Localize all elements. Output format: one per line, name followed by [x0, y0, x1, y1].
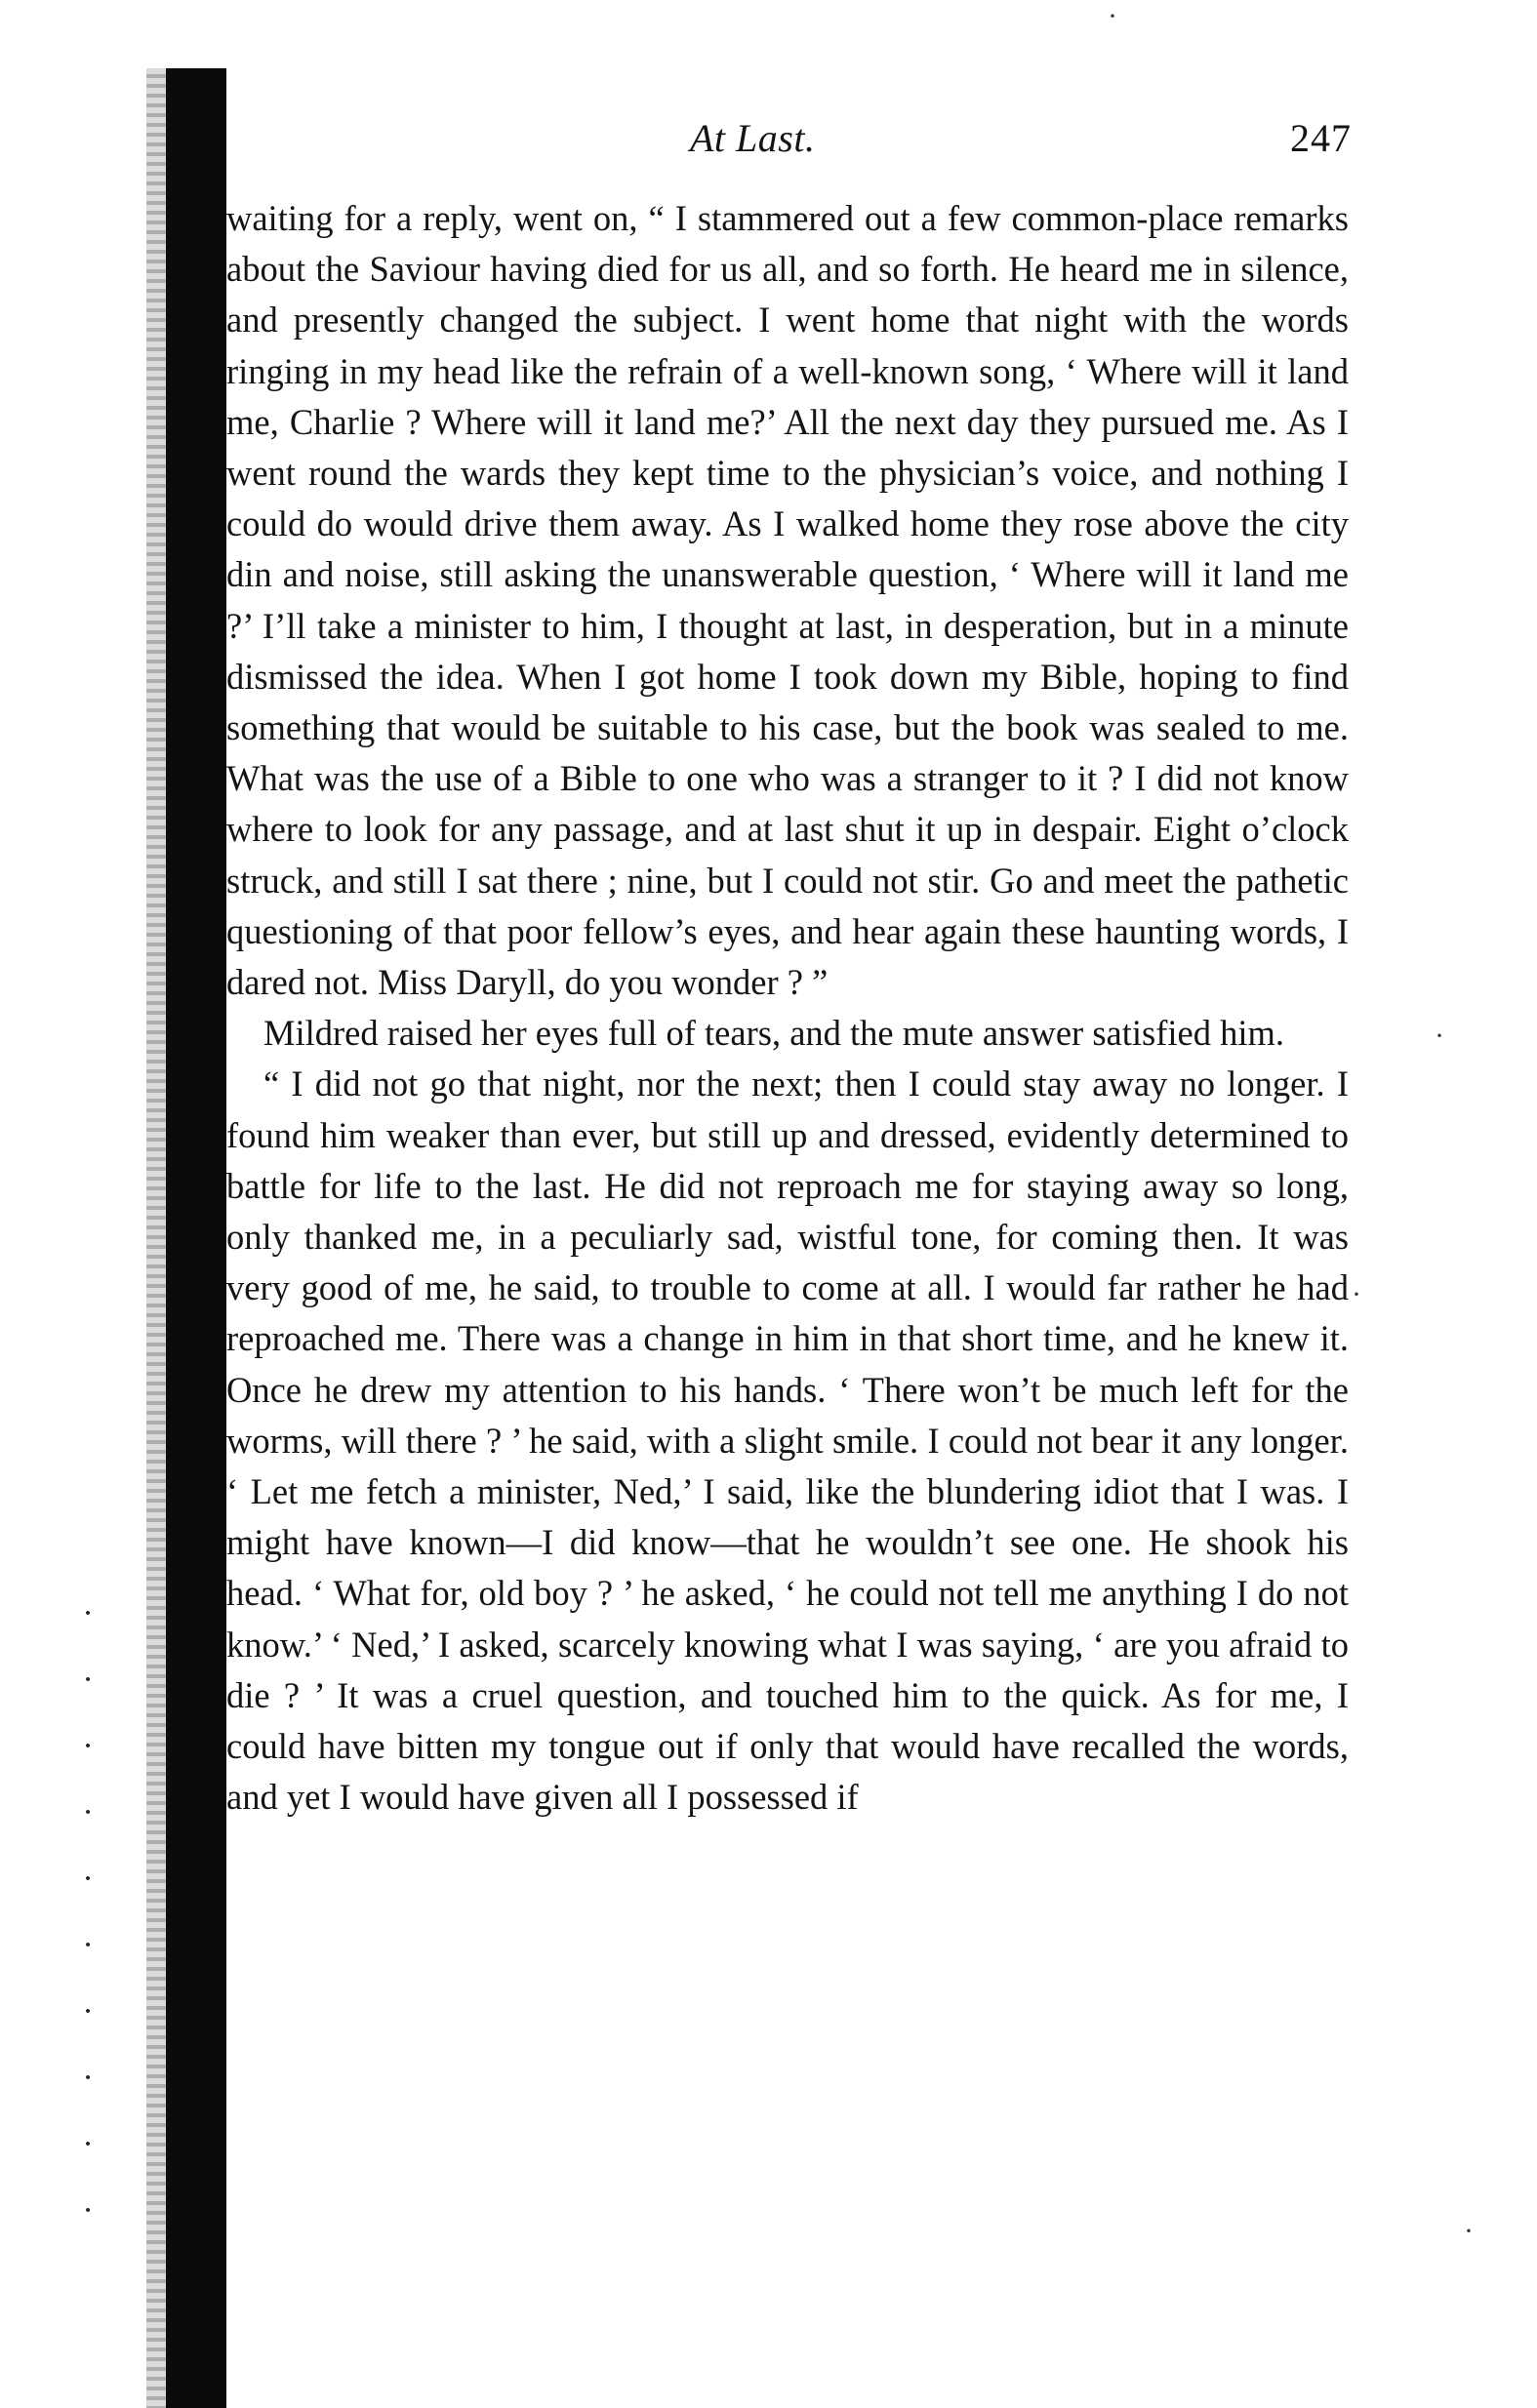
stray-dot-mark: · — [1464, 2215, 1474, 2247]
page-number: 247 — [1290, 116, 1352, 160]
paragraph: Mildred raised her eyes full of tears, and the mute answer satisfied him. — [263, 1013, 1285, 1054]
stray-dot-mark: · — [1435, 1020, 1444, 1052]
left-edge-scan-marks: · · · · · · · · · · — [82, 1595, 94, 2228]
page-body-text — [226, 193, 1349, 1824]
running-title: At Last. — [690, 116, 816, 160]
paragraph: waiting for a reply, went on, “ I stammered out a few common-place remarks about the Saviour having died for us all, and so forth. He heard me in silence, and presently changed the subject. I went home that night with the words ringing in my head like the refrain of a well-known song, ‘ Where will it land me, Charlie ? Where will it land me?’ All the next day they pursued me. As I went round the wards they kept time to the physician’s voice, and nothing I could do would drive them away. As I walked home they rose above the city din and noise, still asking the unanswerable question, ‘ Where will it land me ?’ I’ll take a minister to him, I thought at last, in desperation, but in a minute dismissed the idea. When I got home I took down my Bible, hoping to find something that would be suitable to his case, but the book was sealed to me. What was the use of a Bible to one who was a stranger to it ? I did not know where to look for any passage, and at last shut it up in despair. Eight o’clock struck, and still I sat there ; nine, but I could not stir. Go and meet the pathetic questioning of that poor fellow’s eyes, and hear again these haunting words, I dared not. Miss Daryll, do you wonder ? ” — [226, 198, 1349, 1003]
stray-dot-mark: · — [1108, 0, 1117, 32]
paragraph: “ I did not go that night, nor the next; then I could stay away no longer. I found him weaker than ever, but still up and dressed, evidently determined to battle for life to the last. He did not reproach me for staying away so long, only thanked me, in a peculiarly sad, wistful tone, for coming then. It was very good of me, he said, to trouble to come at all. I would far rather he had reproached me. There was a change in him in that short time, and he knew it. Once he drew my attention to his hands. ‘ There won’t be much left for the worms, will there ? ’ he said, with a slight smile. I could not bear it any longer. ‘ Let me fetch a minister, Ned,’ I said, like the blundering idiot that I was. I might have known—I did know—that he wouldn’t see one. He shook his head. ‘ What for, old boy ? ’ he asked, ‘ he could not tell me anything I do not know.’ ‘ Ned,’ I asked, scarcely knowing what I was saying, ‘ are you afraid to die ? ’ It was a cruel question, and touched him to the quick. As for me, I could have bitten my tongue out if only that would have recalled the words, and yet I would have given all I possessed if — [226, 1064, 1349, 1818]
binding-gutter-shadow — [166, 68, 226, 2408]
stray-dot-mark: · — [1352, 1278, 1361, 1310]
page-header — [229, 115, 1352, 174]
